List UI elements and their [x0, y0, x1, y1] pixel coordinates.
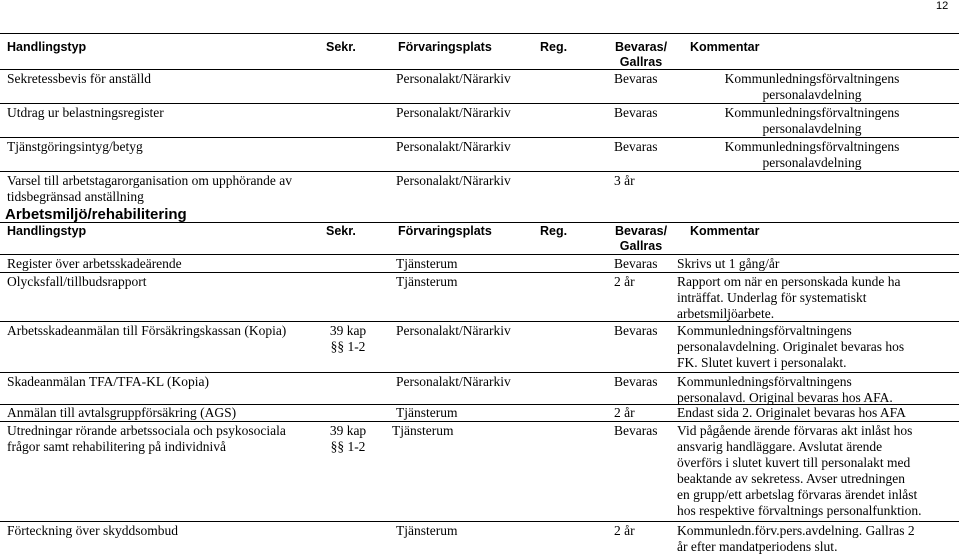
cell-kommentar	[677, 274, 900, 322]
kommentar-line: personalavdelning. Originalet bevaras hos	[677, 339, 905, 354]
sekr-line: 39 kap	[329, 323, 367, 338]
cell-bevaras: 2 år	[614, 405, 635, 420]
cell-forvaringsplats: Personalakt/Närarkiv	[396, 173, 511, 188]
kommentar-line: ansvarig handläggare. Avslutat ärende	[677, 439, 883, 454]
cell-bevaras: 2 år	[614, 523, 635, 538]
header-bevaras	[605, 224, 677, 254]
rule	[0, 69, 959, 70]
cell-handlingstyp: Skadeanmälan TFA/TFA-KL (Kopia)	[7, 374, 209, 389]
header-forvaringsplats: Förvaringsplats	[398, 40, 492, 54]
sekr-line: 39 kap	[329, 423, 367, 438]
cell-forvaringsplats: Tjänsterum	[396, 274, 458, 289]
kommentar-line: år efter mandatperiodens slut.	[677, 539, 838, 554]
cell-bevaras: 2 år	[614, 274, 635, 289]
header-handlingstyp: Handlingstyp	[7, 224, 87, 238]
cell-handlingstyp: Arbetsskadeanmälan till Försäkringskassan (Kopia)	[7, 323, 287, 338]
cell-handlingstyp: Sekretessbevis för anställd	[7, 71, 151, 86]
cell-handlingstyp: Tjänstgöringsintyg/betyg	[7, 139, 143, 154]
kommentar-line: Kommunledningsförvaltningens	[724, 139, 900, 154]
kommentar-line: Kommunledningsförvaltningens	[724, 105, 900, 120]
rule	[0, 272, 959, 273]
cell-bevaras: Bevaras	[614, 374, 658, 389]
kommentar-line: beaktande av sekretess. Avser utredningen	[677, 471, 906, 486]
cell-bevaras: Bevaras	[614, 423, 658, 438]
cell-handlingstyp: Utdrag ur belastningsregister	[7, 105, 164, 120]
cell-handlingstyp	[7, 173, 292, 205]
header-kommentar: Kommentar	[690, 224, 760, 238]
kommentar-line: personalavdelning	[762, 121, 862, 136]
cell-bevaras: Bevaras	[614, 105, 658, 120]
kommentar-line: överförs i slutet kuvert till personalakt med	[677, 455, 911, 470]
cell-sekr	[325, 323, 371, 355]
cell-kommentar: Endast sida 2. Originalet bevaras hos AFA	[677, 405, 906, 420]
kommentar-line: Rapport om när en personskada kunde ha	[677, 274, 901, 289]
cell-bevaras: Bevaras	[614, 323, 658, 338]
page-number: 12	[936, 0, 949, 12]
header-bevaras-line2: Gallras	[619, 55, 663, 69]
rule	[0, 171, 959, 172]
kommentar-line: Vid pågående ärende förvaras akt inlåst hos	[677, 423, 913, 438]
cell-handlingstyp	[7, 423, 286, 455]
cell-handlingstyp: Olycksfall/tillbudsrapport	[7, 274, 147, 289]
cell-forvaringsplats: Tjänsterum	[396, 405, 458, 420]
header-sekr: Sekr.	[326, 224, 356, 238]
header-reg: Reg.	[540, 40, 568, 54]
cell-handlingstyp: Förteckning över skyddsombud	[7, 523, 178, 538]
cell-sekr	[325, 423, 371, 455]
cell-kommentar	[677, 139, 947, 171]
kommentar-line: arbetsmiljöarbete.	[677, 306, 775, 321]
header-reg: Reg.	[540, 224, 568, 238]
header-handlingstyp: Handlingstyp	[7, 40, 87, 54]
cell-forvaringsplats: Tjänsterum	[396, 523, 458, 538]
sekr-line: §§ 1-2	[330, 439, 366, 454]
cell-bevaras: Bevaras	[614, 256, 658, 271]
cell-forvaringsplats: Personalakt/Närarkiv	[396, 71, 511, 86]
handlingstyp-line: frågor samt rehabilitering på individnivå	[7, 439, 226, 454]
header-bevaras	[605, 40, 677, 70]
cell-forvaringsplats: Personalakt/Närarkiv	[396, 374, 511, 389]
cell-forvaringsplats: Tjänsterum	[392, 423, 454, 438]
cell-forvaringsplats: Personalakt/Närarkiv	[396, 139, 511, 154]
kommentar-line: Kommunledningsförvaltningens	[677, 374, 852, 389]
cell-kommentar	[677, 71, 947, 103]
kommentar-line: en grupp/ett arbetslag förvaras ärendet inlåst	[677, 487, 918, 502]
cell-kommentar	[677, 423, 921, 519]
cell-bevaras: Bevaras	[614, 71, 658, 86]
rule	[0, 372, 959, 373]
header-bevaras-line1: Bevaras/	[614, 224, 668, 238]
cell-bevaras: 3 år	[614, 173, 635, 188]
handlingstyp-line: Varsel till arbetstagarorganisation om upphörande av	[7, 173, 293, 188]
header-bevaras-line1: Bevaras/	[614, 40, 668, 54]
cell-handlingstyp: Register över arbetsskadeärende	[7, 256, 182, 271]
rule	[0, 137, 959, 138]
rule-top	[0, 33, 959, 34]
header-sekr: Sekr.	[326, 40, 356, 54]
kommentar-line: Kommunledn.förv.pers.avdelning. Gallras 2	[677, 523, 915, 538]
kommentar-line: inträffat. Underlag för systematiskt	[677, 290, 867, 305]
header-forvaringsplats: Förvaringsplats	[398, 224, 492, 238]
cell-kommentar	[677, 323, 904, 371]
kommentar-line: personalavdelning	[762, 87, 862, 102]
rule	[0, 521, 959, 522]
section-title: Arbetsmiljö/rehabilitering	[5, 206, 187, 223]
header-bevaras-line2: Gallras	[619, 239, 663, 253]
kommentar-line: Kommunledningsförvaltningens	[724, 71, 900, 86]
kommentar-line: personalavdelning	[762, 155, 862, 170]
sekr-line: §§ 1-2	[330, 339, 366, 354]
cell-bevaras: Bevaras	[614, 139, 658, 154]
kommentar-line: hos respektive förvaltnings personalfunktion.	[677, 503, 922, 518]
cell-handlingstyp: Anmälan till avtalsgruppförsäkring (AGS)	[7, 405, 237, 420]
rule	[0, 103, 959, 104]
header-kommentar: Kommentar	[690, 40, 760, 54]
handlingstyp-line: Utredningar rörande arbetssociala och psykosociala	[7, 423, 286, 438]
cell-forvaringsplats: Tjänsterum	[396, 256, 458, 271]
cell-kommentar	[677, 523, 915, 555]
rule	[0, 254, 959, 255]
kommentar-line: FK. Slutet kuvert i personalakt.	[677, 355, 847, 370]
handlingstyp-line: tidsbegränsad anställning	[7, 189, 144, 204]
cell-forvaringsplats: Personalakt/Närarkiv	[396, 323, 511, 338]
kommentar-line: personalavd. Original bevaras hos AFA.	[677, 390, 893, 405]
cell-kommentar	[677, 374, 893, 406]
cell-kommentar	[677, 105, 947, 137]
kommentar-line: Kommunledningsförvaltningens	[677, 323, 852, 338]
rule	[0, 421, 959, 422]
cell-kommentar: Skrivs ut 1 gång/år	[677, 256, 780, 271]
cell-forvaringsplats: Personalakt/Närarkiv	[396, 105, 511, 120]
